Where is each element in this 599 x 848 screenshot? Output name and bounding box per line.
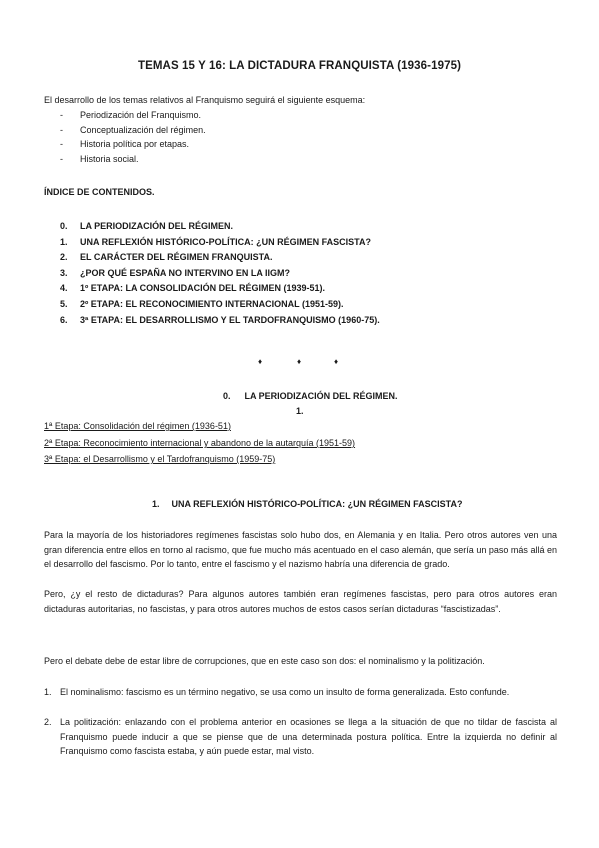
index-item[interactable]: 5. 2º ETAPA: EL RECONOCIMIENTO INTERNACIONAL (1951-59). — [60, 298, 344, 309]
scheme-item: - Historia social. — [60, 153, 139, 164]
diamond-icon: ♦ — [258, 357, 263, 366]
stage-link-1[interactable]: 1ª Etapa: Consolidación del régimen (1936-51) — [44, 421, 231, 431]
diamond-icon: ♦ — [334, 357, 339, 366]
index-item[interactable]: 0. LA PERIODIZACIÓN DEL RÉGIMEN. — [60, 221, 234, 231]
section0-heading: 0. LA PERIODIZACIÓN DEL RÉGIMEN. — [223, 391, 398, 401]
scheme-list — [60, 108, 206, 166]
scheme-item: - Historia política por etapas. — [60, 139, 190, 149]
scheme-item: - Periodización del Franquismo. — [60, 110, 202, 120]
intro-text: El desarrollo de los temas relativos al Franquismo seguirá el siguiente esquema: — [44, 95, 366, 105]
scheme-item: - Conceptualización del régimen. — [60, 124, 206, 135]
list-item-politizacion: La politización: enlazando con el problema anterior en ocasiones se llega a la situación de que no tildar de fascista al Franquismo puede inducir a que se piense que de una determinada postura política. Entre la izquierda no definir al Franquismo como fascista estaba, y aún puede estar, mal visto. — [60, 717, 557, 756]
index-item[interactable]: 2. EL CARÁCTER DEL RÉGIMEN FRANQUISTA. — [60, 252, 273, 263]
document-title: TEMAS 15 Y 16: LA DICTADURA FRANQUISTA (1936-1975) — [137, 60, 462, 72]
index-item[interactable]: 1. UNA REFLEXIÓN HISTÓRICO-POLÍTICA: ¿UN RÉGIMEN FASCISTA? — [60, 236, 371, 247]
stage-link-3[interactable]: 3ª Etapa: el Desarrollismo y el Tardofranquismo (1959-75) — [44, 454, 276, 464]
list-item-number: 1. — [44, 687, 52, 697]
contents-index — [60, 219, 380, 328]
index-item[interactable]: 6. 3ª ETAPA: EL DESARROLLISMO Y EL TARDOFRANQUISMO (1960-75). — [60, 314, 380, 325]
section1-paragraph-3: Pero el debate debe de estar libre de corrupciones, que en este caso son dos: el nominalismo y la politización. — [44, 656, 485, 666]
section0-subnumber: 1. — [296, 406, 304, 416]
stage-link-2[interactable]: 2ª Etapa: Reconocimiento internacional y abandono de la autarquía (1951-59) — [44, 438, 356, 448]
diamond-icon: ♦ — [297, 357, 302, 366]
list-item-nominalismo: El nominalismo: fascismo es un término negativo, se usa como un insulto de forma generalizada. Esto confunde. — [60, 687, 510, 697]
section1-heading: 1. UNA REFLEXIÓN HISTÓRICO-POLÍTICA: ¿UN RÉGIMEN FASCISTA? — [152, 499, 463, 509]
section1-paragraph-1: Para la mayoría de los historiadores regímenes fascistas solo hubo dos, en Alemania y en Italia. Pero otros autores ven una gran diferencia entre ellos en torno al racismo, que fue mucho más acentuado en el caso alemán, que sería un paso más allá en el desarrollo del fascismo. Por lo tanto, entre el fascismo y el nazismo habría una diferencia de grado. — [44, 530, 557, 569]
list-item-number: 2. — [44, 717, 52, 727]
index-item[interactable]: 3. ¿POR QUÉ ESPAÑA NO INTERVINO EN LA IIGM? — [60, 267, 291, 278]
section1-paragraph-2: Pero, ¿y el resto de dictaduras? Para algunos autores también eran regímenes fascistas, pero para otros autores eran dictaduras autoritarias, no fascistas, y para otros autores muchos de estos casos serían dictaduras “fascistizadas”. — [44, 589, 557, 614]
index-heading: ÍNDICE DE CONTENIDOS. — [44, 187, 155, 197]
index-item[interactable]: 4. 1º ETAPA: LA CONSOLIDACIÓN DEL RÉGIMEN (1939-51). — [60, 283, 325, 294]
